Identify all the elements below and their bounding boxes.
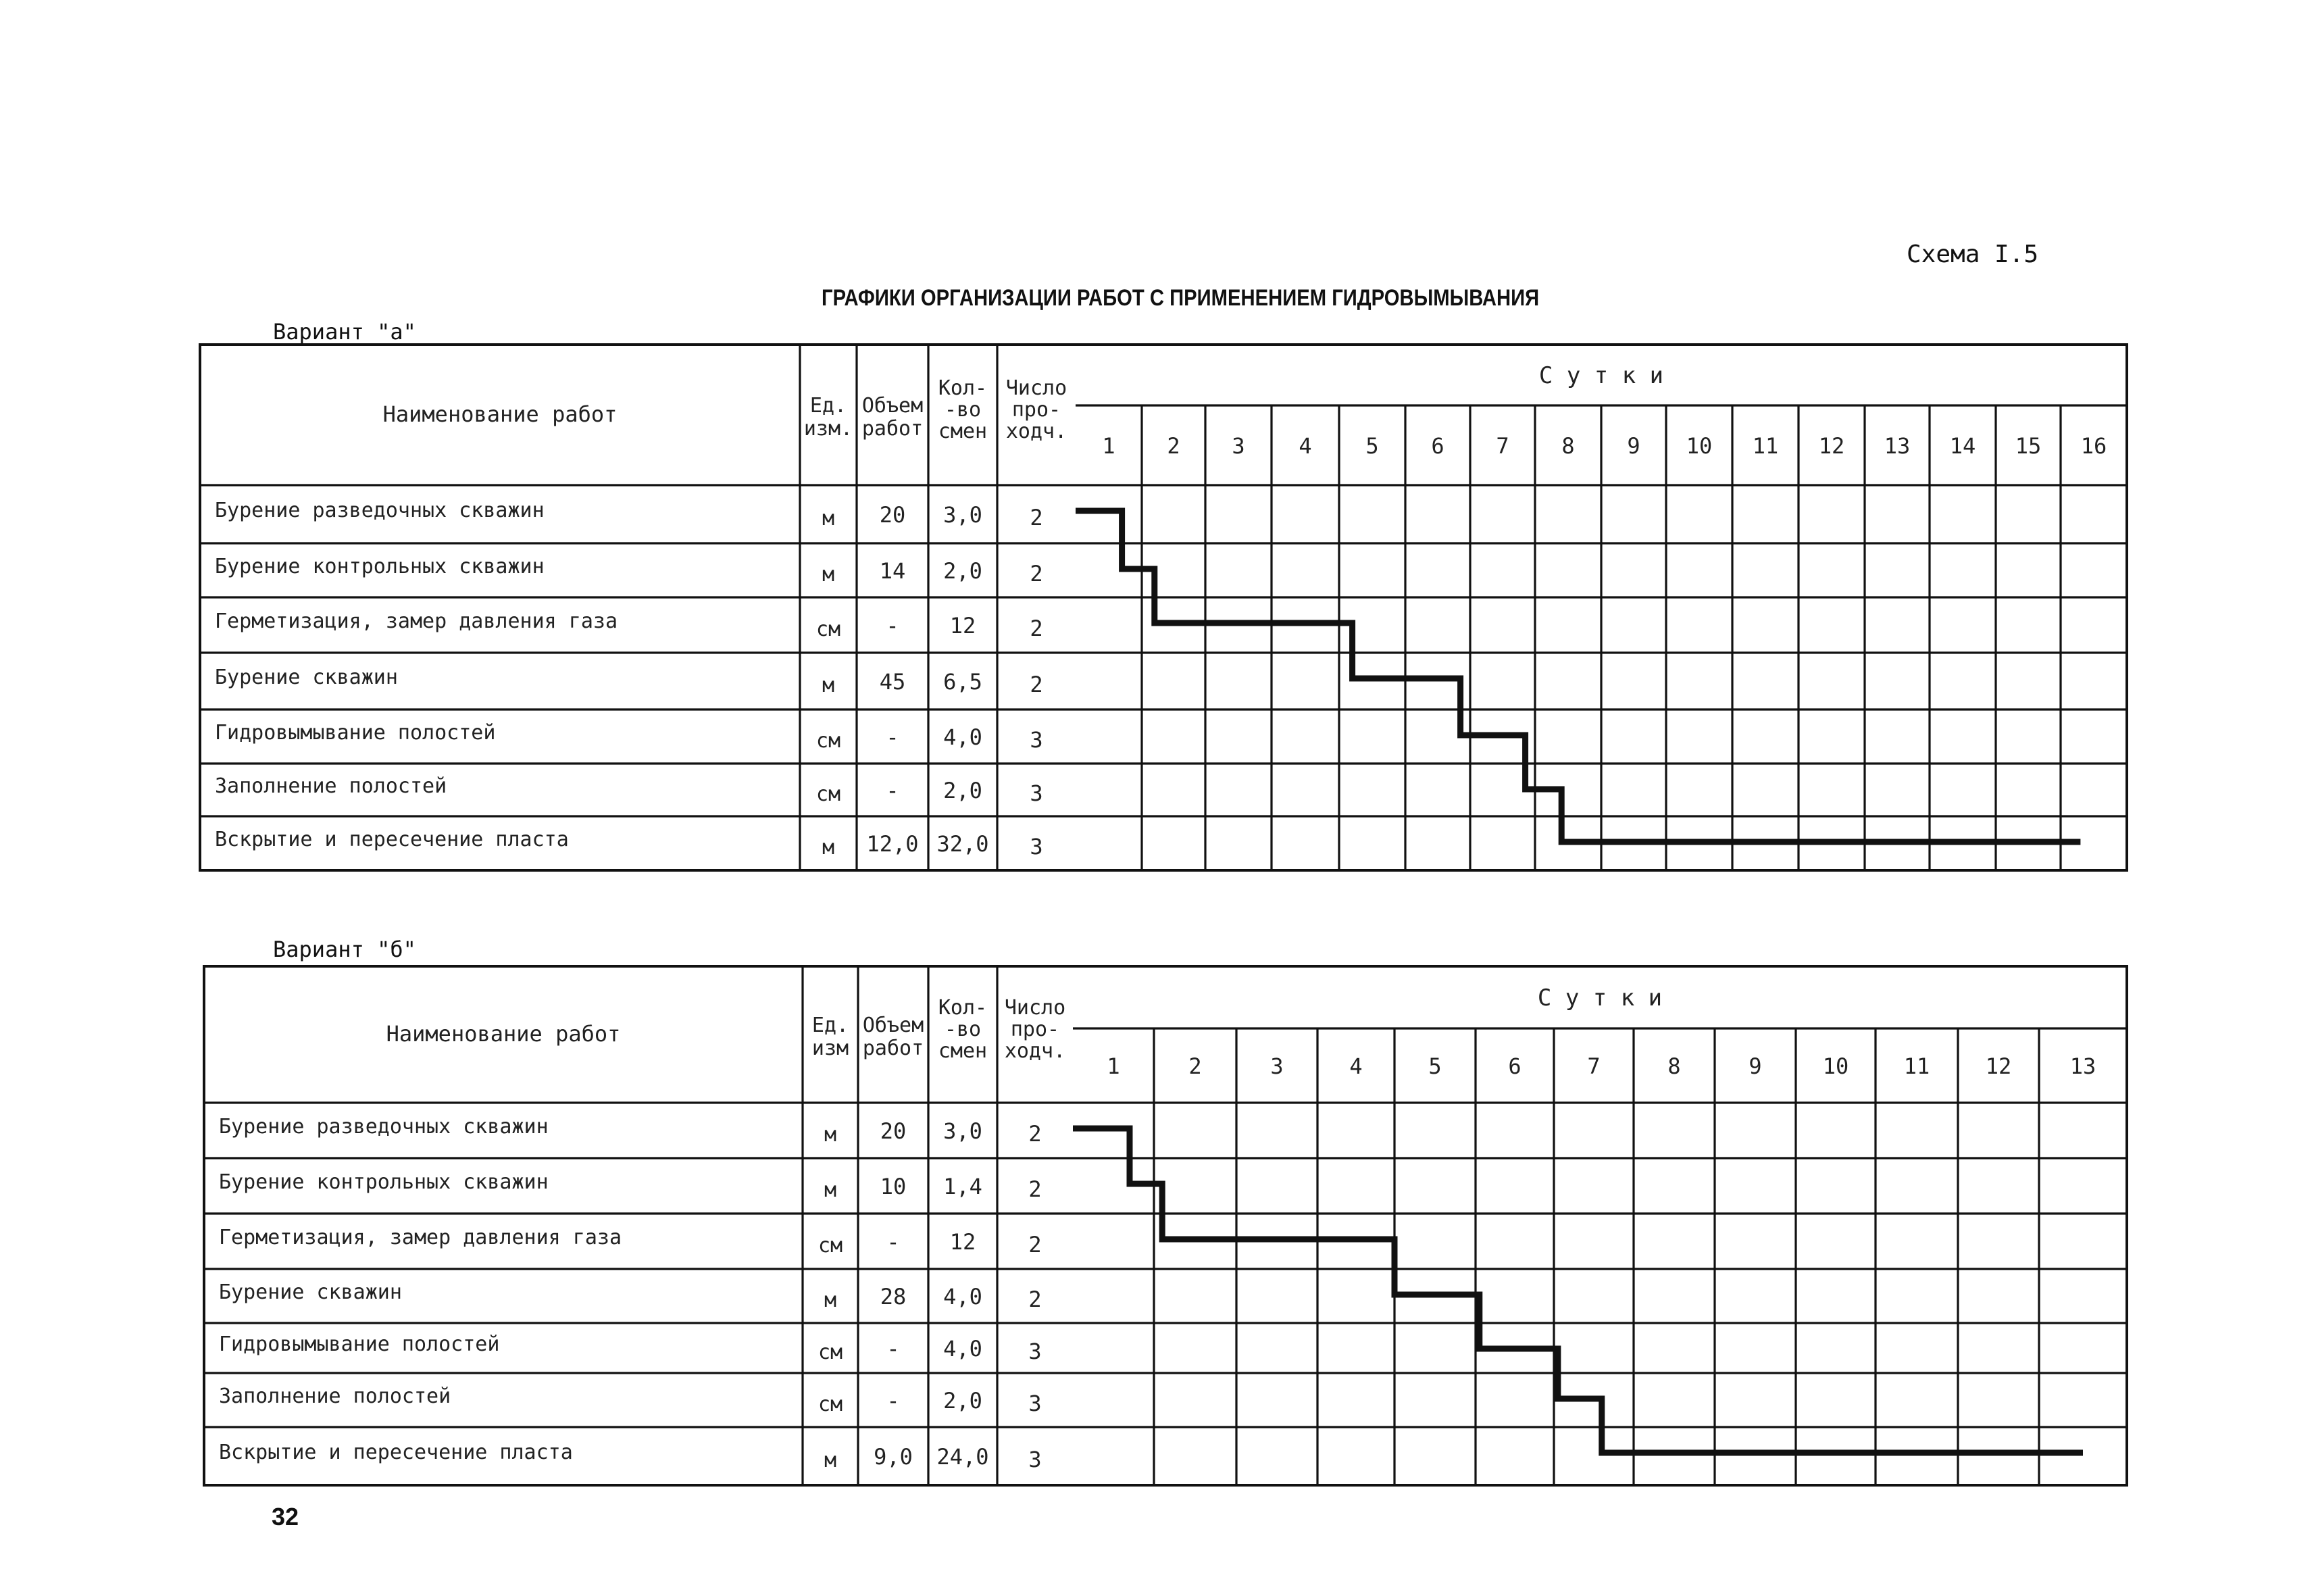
- header-crews: про-: [1010, 1018, 1060, 1041]
- days-title: С у т к и: [1538, 362, 1664, 389]
- row-unit: м: [824, 1178, 837, 1202]
- row-shifts: 4,0: [943, 1284, 982, 1310]
- scheme-label: Схема I.5: [1907, 241, 2039, 268]
- row-volume: -: [886, 724, 899, 750]
- row-volume: -: [886, 1388, 900, 1414]
- row-crews: 2: [1030, 616, 1043, 641]
- day-number: 2: [1167, 433, 1180, 459]
- schedule-line: [1073, 1128, 2083, 1453]
- row-volume: 12,0: [866, 831, 919, 857]
- header-name: Наименование работ: [386, 1021, 621, 1047]
- row-crews: 2: [1028, 1176, 1042, 1202]
- row-crews: 2: [1030, 672, 1043, 697]
- row-name: Бурение разведочных скважин: [215, 499, 545, 522]
- header-volume: работ: [861, 417, 924, 441]
- header-unit: изм.: [803, 417, 853, 441]
- row-volume: -: [886, 1229, 900, 1255]
- row-shifts: 4,0: [943, 724, 982, 750]
- row-volume: 45: [879, 669, 906, 695]
- header-unit: Ед.: [809, 394, 847, 418]
- row-name: Герметизация, замер давления газа: [215, 609, 618, 633]
- days-title: С у т к и: [1537, 984, 1663, 1012]
- day-number: 15: [2015, 433, 2042, 459]
- row-name: Вскрытие и пересечение пласта: [219, 1441, 573, 1464]
- day-number: 6: [1431, 433, 1444, 459]
- day-number: 8: [1667, 1053, 1681, 1079]
- header-shifts: смен: [938, 420, 988, 443]
- row-unit: см: [818, 1234, 843, 1257]
- row-volume: 9,0: [874, 1444, 913, 1470]
- variant-a-label: Вариант "а": [273, 319, 416, 345]
- row-name: Гидровымывание полостей: [215, 721, 496, 745]
- row-shifts: 6,5: [943, 669, 982, 695]
- row-crews: 3: [1028, 1447, 1042, 1472]
- row-unit: см: [815, 618, 841, 641]
- day-number: 10: [1686, 433, 1713, 459]
- schedule-table-variant-b: [204, 966, 2127, 1485]
- row-unit: м: [822, 836, 835, 859]
- row-name: Бурение разведочных скважин: [219, 1115, 549, 1139]
- header-crews: ходч.: [1005, 420, 1067, 443]
- day-number: 4: [1349, 1053, 1363, 1079]
- row-crews: 2: [1030, 561, 1043, 587]
- header-name: Наименование работ: [382, 401, 618, 427]
- row-unit: м: [824, 1123, 837, 1147]
- row-crews: 2: [1030, 505, 1043, 530]
- header-shifts: Кол-: [938, 996, 988, 1020]
- row-unit: м: [824, 1289, 837, 1312]
- header-crews: Число: [1005, 376, 1067, 400]
- row-crews: 3: [1030, 727, 1043, 753]
- day-number: 7: [1496, 433, 1509, 459]
- header-volume: работ: [862, 1037, 924, 1060]
- header-volume: Объем: [862, 1014, 924, 1037]
- row-shifts: 3,0: [943, 1118, 982, 1144]
- row-name: Бурение контрольных скважин: [219, 1170, 549, 1194]
- row-shifts: 2,0: [943, 778, 982, 803]
- header-shifts: -во: [944, 398, 982, 422]
- row-unit: см: [815, 782, 841, 806]
- day-number: 12: [1985, 1053, 2012, 1079]
- row-name: Герметизация, замер давления газа: [219, 1226, 622, 1249]
- row-name: Заполнение полостей: [219, 1385, 451, 1408]
- row-unit: м: [822, 507, 835, 530]
- header-unit: изм: [811, 1037, 849, 1060]
- row-unit: м: [824, 1449, 837, 1472]
- page-title: ГРАФИКИ ОРГАНИЗАЦИИ РАБОТ С ПРИМЕНЕНИЕМ ГИДРОВЫМЫВАНИЯ: [822, 285, 1540, 311]
- row-volume: -: [886, 778, 899, 803]
- row-crews: 2: [1028, 1121, 1042, 1147]
- day-number: 9: [1749, 1053, 1762, 1079]
- row-shifts: 32,0: [936, 831, 989, 857]
- row-volume: 20: [880, 1118, 907, 1144]
- header-volume: Объем: [861, 394, 924, 418]
- row-crews: 2: [1028, 1287, 1042, 1312]
- row-unit: см: [818, 1393, 843, 1416]
- row-shifts: 2,0: [943, 1388, 982, 1414]
- row-name: Заполнение полостей: [215, 774, 447, 798]
- row-shifts: 12: [949, 613, 976, 639]
- header-crews: Число: [1004, 996, 1066, 1020]
- row-shifts: 1,4: [943, 1174, 982, 1199]
- day-number: 13: [2069, 1053, 2096, 1079]
- day-number: 8: [1561, 433, 1575, 459]
- row-name: Гидровымывание полостей: [219, 1332, 500, 1356]
- day-number: 1: [1102, 433, 1115, 459]
- row-name: Вскрытие и пересечение пласта: [215, 828, 569, 851]
- day-number: 12: [1818, 433, 1845, 459]
- row-shifts: 4,0: [943, 1336, 982, 1362]
- day-number: 4: [1299, 433, 1312, 459]
- day-number: 6: [1508, 1053, 1521, 1079]
- row-unit: см: [815, 729, 841, 753]
- header-shifts: -во: [944, 1018, 982, 1041]
- row-volume: 20: [879, 502, 906, 528]
- variant-b-label: Вариант "б": [273, 937, 416, 962]
- day-number: 10: [1822, 1053, 1849, 1079]
- row-crews: 2: [1028, 1232, 1042, 1257]
- day-number: 13: [1884, 433, 1911, 459]
- row-crews: 3: [1028, 1391, 1042, 1416]
- day-number: 3: [1232, 433, 1245, 459]
- schedule-table-variant-a: [200, 345, 2127, 870]
- day-number: 5: [1428, 1053, 1442, 1079]
- header-unit: Ед.: [811, 1014, 849, 1037]
- day-number: 3: [1270, 1053, 1284, 1079]
- day-number: 9: [1627, 433, 1640, 459]
- day-number: 1: [1107, 1053, 1120, 1079]
- row-volume: -: [886, 1336, 900, 1362]
- row-crews: 3: [1028, 1339, 1042, 1364]
- row-unit: м: [822, 674, 835, 697]
- header-shifts: Кол-: [938, 376, 988, 400]
- row-volume: -: [886, 613, 899, 639]
- day-number: 2: [1188, 1053, 1202, 1079]
- row-crews: 3: [1030, 780, 1043, 806]
- day-number: 14: [1949, 433, 1976, 459]
- row-name: Бурение скважин: [219, 1280, 402, 1304]
- page-number: 32: [272, 1503, 299, 1530]
- row-unit: см: [818, 1341, 843, 1364]
- row-shifts: 2,0: [943, 558, 982, 584]
- row-volume: 10: [880, 1174, 907, 1199]
- day-number: 11: [1903, 1053, 1930, 1079]
- day-number: 7: [1587, 1053, 1601, 1079]
- row-volume: 14: [879, 558, 906, 584]
- row-shifts: 24,0: [936, 1444, 989, 1470]
- header-crews: про-: [1011, 398, 1061, 422]
- header-shifts: смен: [938, 1039, 988, 1063]
- row-crews: 3: [1030, 834, 1043, 859]
- row-unit: м: [822, 563, 835, 587]
- header-crews: ходч.: [1004, 1039, 1066, 1063]
- day-number: 5: [1365, 433, 1379, 459]
- day-number: 11: [1752, 433, 1779, 459]
- row-volume: 28: [880, 1284, 907, 1310]
- row-name: Бурение контрольных скважин: [215, 555, 545, 578]
- row-name: Бурение скважин: [215, 666, 398, 689]
- row-shifts: 12: [949, 1229, 976, 1255]
- row-shifts: 3,0: [943, 502, 982, 528]
- day-number: 16: [2080, 433, 2107, 459]
